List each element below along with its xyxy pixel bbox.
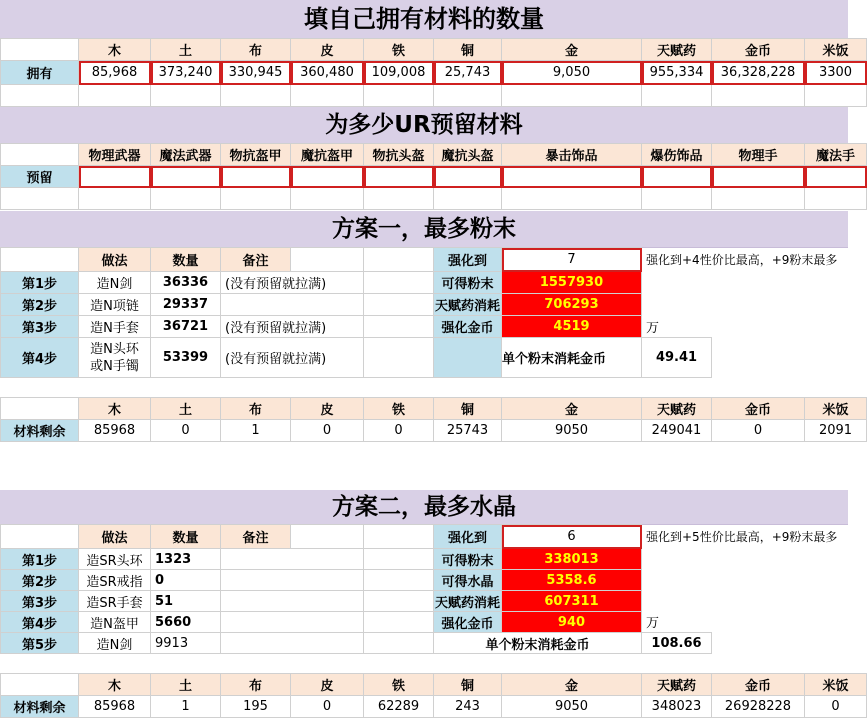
input-cell[interactable] <box>151 166 221 188</box>
blank-cell <box>1 144 79 166</box>
header-cell: 布 <box>221 398 291 420</box>
step-note <box>221 294 364 316</box>
unit-label: 万 <box>646 616 660 632</box>
step-qty: 0 <box>151 570 221 591</box>
remain-cell: 249041 <box>642 420 712 442</box>
header-cell: 天赋药 <box>642 674 712 696</box>
step-label: 第5步 <box>1 633 79 654</box>
sec1-table <box>0 38 867 107</box>
header-cell: 魔法武器 <box>151 144 221 166</box>
header-cell: 物抗盔甲 <box>221 144 291 166</box>
remain-cell: 1 <box>221 420 291 442</box>
input-cell[interactable] <box>712 166 805 188</box>
row-label: 预留 <box>1 166 79 188</box>
remain-cell: 0 <box>805 696 867 718</box>
step-label: 第1步 <box>1 549 79 570</box>
result-value: 706293 <box>502 294 642 316</box>
per-label: 单个粉末消耗金币 <box>434 633 642 654</box>
step-qty: 9913 <box>151 633 221 654</box>
header-cell: 铜 <box>434 674 502 696</box>
result-value: 940 <box>502 612 642 633</box>
remain-cell: 1 <box>151 696 221 718</box>
input-cell[interactable] <box>434 166 502 188</box>
unit-label: 万 <box>646 320 660 336</box>
step-method: 造N手套 <box>79 316 151 338</box>
result-label: 天赋药消耗 <box>434 591 502 612</box>
header-cell: 魔法手 <box>805 144 867 166</box>
input-cell[interactable]: 9,050 <box>502 61 642 85</box>
result-value: 607311 <box>502 591 642 612</box>
plan2-table <box>0 524 867 718</box>
input-cell[interactable]: 36,328,228 <box>712 61 805 85</box>
header-cell: 铁 <box>364 398 434 420</box>
header-cell: 金币 <box>712 398 805 420</box>
col-qty: 数量 <box>151 525 221 549</box>
header-cell: 铜 <box>434 398 502 420</box>
enhance-hint: 强化到+5性价比最高，+9粉末最多 <box>646 530 838 544</box>
input-cell[interactable] <box>221 166 291 188</box>
step-qty: 1323 <box>151 549 221 570</box>
step-qty: 29337 <box>151 294 221 316</box>
input-cell[interactable] <box>805 166 867 188</box>
step-qty: 53399 <box>151 338 221 378</box>
step-method: 造SR头环 <box>79 549 151 570</box>
step-method: 造N剑 <box>79 272 151 294</box>
step-method: 造SR手套 <box>79 591 151 612</box>
col-note: 备注 <box>221 248 291 272</box>
header-cell: 皮 <box>291 39 364 61</box>
step-method: 造SR戒指 <box>79 570 151 591</box>
remain-cell: 0 <box>364 420 434 442</box>
step-label: 第3步 <box>1 316 79 338</box>
header-cell: 物理手 <box>712 144 805 166</box>
per-value: 108.66 <box>642 633 712 654</box>
remain-cell: 9050 <box>502 696 642 718</box>
header-cell: 土 <box>151 398 221 420</box>
step-label: 第3步 <box>1 591 79 612</box>
step-qty: 51 <box>151 591 221 612</box>
input-cell[interactable]: 955,334 <box>642 61 712 85</box>
header-cell: 天赋药 <box>642 398 712 420</box>
plan1-title: 方案一，最多粉末 <box>0 211 848 248</box>
input-cell[interactable]: 373,240 <box>151 61 221 85</box>
step-label: 第2步 <box>1 294 79 316</box>
input-cell[interactable] <box>502 166 642 188</box>
remain-cell: 2091 <box>805 420 867 442</box>
step-label: 第2步 <box>1 570 79 591</box>
header-cell: 金 <box>502 398 642 420</box>
enhance-hint: 强化到+4性价比最高，+9粉末最多 <box>646 253 838 267</box>
step-label: 第4步 <box>1 612 79 633</box>
per-label: 单个粉末消耗金币 <box>502 338 642 378</box>
remain-cell: 62289 <box>364 696 434 718</box>
enhance-label: 强化到 <box>434 525 502 549</box>
header-cell: 物理武器 <box>79 144 151 166</box>
input-cell[interactable] <box>291 166 364 188</box>
row-label: 材料剩余 <box>1 696 79 718</box>
header-cell: 暴击饰品 <box>502 144 642 166</box>
step-qty: 36721 <box>151 316 221 338</box>
sec1-owned-row <box>1 61 867 85</box>
header-cell: 魔抗盔甲 <box>291 144 364 166</box>
header-cell: 铁 <box>364 674 434 696</box>
step-method: 造N盔甲 <box>79 612 151 633</box>
result-label: 可得粉末 <box>434 549 502 570</box>
input-cell[interactable]: 360,480 <box>291 61 364 85</box>
header-cell: 土 <box>151 39 221 61</box>
input-cell[interactable]: 25,743 <box>434 61 502 85</box>
step-method: 造N头环或N手镯 <box>79 338 151 378</box>
col-method: 做法 <box>79 525 151 549</box>
result-value: 5358.6 <box>502 570 642 591</box>
input-cell[interactable] <box>79 166 151 188</box>
header-cell: 铜 <box>434 39 502 61</box>
header-cell: 土 <box>151 674 221 696</box>
header-cell: 爆伤饰品 <box>642 144 712 166</box>
header-cell: 木 <box>79 39 151 61</box>
result-label: 可得粉末 <box>434 272 502 294</box>
enhance-input[interactable]: 6 <box>502 525 642 549</box>
remain-cell: 0 <box>291 420 364 442</box>
header-cell: 物抗头盔 <box>364 144 434 166</box>
step-note: (没有预留就拉满) <box>221 272 364 294</box>
enhance-label: 强化到 <box>434 248 502 272</box>
plan1-table <box>0 247 867 442</box>
row-label: 材料剩余 <box>1 420 79 442</box>
per-value: 49.41 <box>642 338 712 378</box>
header-cell: 铁 <box>364 39 434 61</box>
per-label-start <box>434 338 502 378</box>
header-cell: 米饭 <box>805 674 867 696</box>
step-label: 第1步 <box>1 272 79 294</box>
input-cell[interactable]: 3300 <box>805 61 867 85</box>
input-cell[interactable]: 109,008 <box>364 61 434 85</box>
header-cell: 天赋药 <box>642 39 712 61</box>
step-qty: 36336 <box>151 272 221 294</box>
header-cell: 木 <box>79 398 151 420</box>
remain-cell: 9050 <box>502 420 642 442</box>
result-label: 强化金币 <box>434 316 502 338</box>
header-cell: 金 <box>502 39 642 61</box>
header-cell: 米饭 <box>805 398 867 420</box>
plan2-title: 方案二，最多水晶 <box>0 490 848 525</box>
remain-cell: 85968 <box>79 420 151 442</box>
header-cell: 金币 <box>712 39 805 61</box>
enhance-input[interactable]: 7 <box>502 248 642 272</box>
header-cell: 布 <box>221 674 291 696</box>
sec1-title: 填自己拥有材料的数量 <box>0 0 848 39</box>
row-label: 拥有 <box>1 61 79 85</box>
input-cell[interactable]: 330,945 <box>221 61 291 85</box>
blank-row <box>1 85 867 107</box>
remain-cell: 243 <box>434 696 502 718</box>
sec2-header-row <box>1 144 867 166</box>
step-note: (没有预留就拉满) <box>221 316 364 338</box>
remain-cell: 26928228 <box>712 696 805 718</box>
header-cell: 布 <box>221 39 291 61</box>
remain-cell: 195 <box>221 696 291 718</box>
remain-cell: 348023 <box>642 696 712 718</box>
sec2-reserve-row <box>1 166 867 188</box>
result-label: 天赋药消耗 <box>434 294 502 316</box>
remain-cell: 25743 <box>434 420 502 442</box>
step-method: 造N项链 <box>79 294 151 316</box>
blank-cell <box>1 39 79 61</box>
header-cell: 米饭 <box>805 39 867 61</box>
col-qty: 数量 <box>151 248 221 272</box>
sec2-title: 为多少UR预留材料 <box>0 107 848 144</box>
header-cell: 魔抗头盔 <box>434 144 502 166</box>
step-method: 造N剑 <box>79 633 151 654</box>
step-qty: 5660 <box>151 612 221 633</box>
blank-row <box>1 188 867 210</box>
col-note: 备注 <box>221 525 291 549</box>
header-cell: 皮 <box>291 398 364 420</box>
input-cell[interactable] <box>642 166 712 188</box>
result-value: 1557930 <box>502 272 642 294</box>
remain-cell: 0 <box>712 420 805 442</box>
step-note: (没有预留就拉满) <box>221 338 364 378</box>
result-label: 可得水晶 <box>434 570 502 591</box>
input-cell[interactable]: 85,968 <box>79 61 151 85</box>
remain-cell: 0 <box>151 420 221 442</box>
result-value: 338013 <box>502 549 642 570</box>
input-cell[interactable] <box>364 166 434 188</box>
remain-cell: 85968 <box>79 696 151 718</box>
result-value: 4519 <box>502 316 642 338</box>
sec1-header-row <box>1 39 867 61</box>
header-cell: 金 <box>502 674 642 696</box>
header-cell: 皮 <box>291 674 364 696</box>
col-method: 做法 <box>79 248 151 272</box>
remain-cell: 0 <box>291 696 364 718</box>
result-label: 强化金币 <box>434 612 502 633</box>
header-cell: 木 <box>79 674 151 696</box>
header-cell: 金币 <box>712 674 805 696</box>
sec2-table <box>0 143 867 210</box>
step-label: 第4步 <box>1 338 79 378</box>
